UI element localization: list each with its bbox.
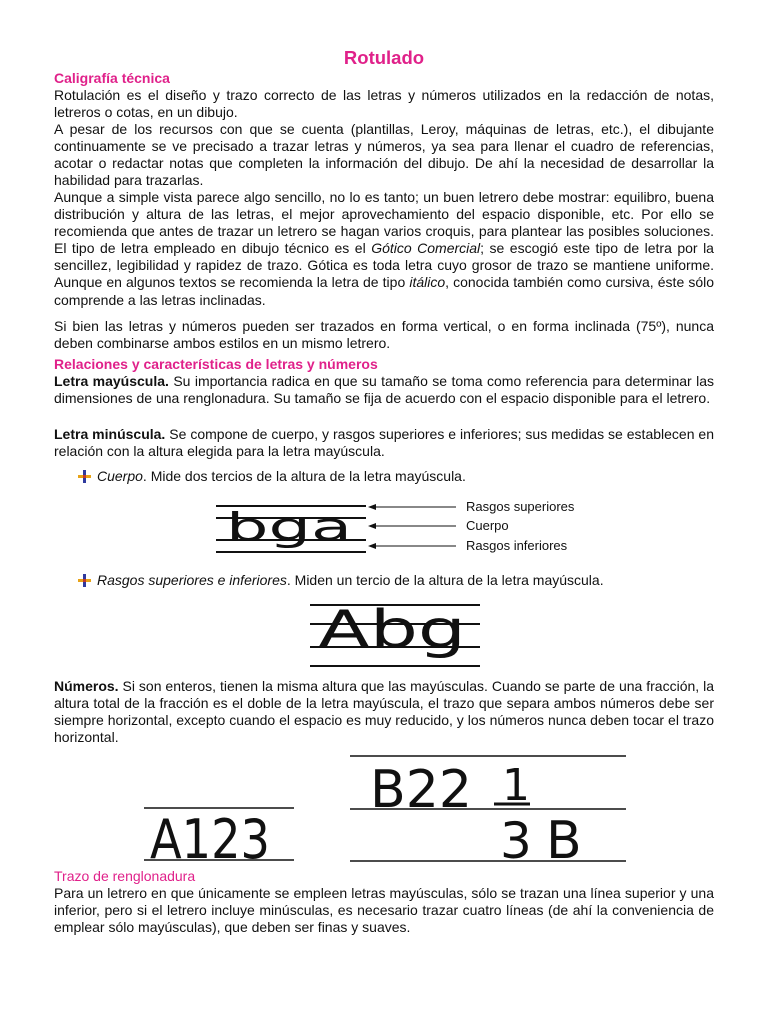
arrow-head-icon [368,523,376,529]
paragraph-gotico: Aunque a simple vista parece algo sencillo, no lo es tanto; un buen letrero debe mostrar: equilibro, buena distribución y altura de las letras, el mejor aprovechamiento del espacio disponible, etc. Por ello se recomienda que antes de trazar un letrero se hagan varios croquis, para plantear las posibles soluciones. El tipo de letra empleado en dibujo técnico es el Gótico Comercial; se escogió este tipo de letra por la sencillez, legibilidad y rapidez de trazo. Gótica es toda letra cuyo grosor de trazo se mantiene uniforme. Aunque en algunos textos se recomienda la letra de tipo itálico, conocida también como cursiva, éste sólo comprende a las letras inclinadas. [54,189,714,308]
handwritten-bga: bga [226,505,352,549]
paragraph-letra-mayuscula: Letra mayúscula. Su importancia radica en que su tamaño se toma como referencia para determinar las dimensiones de una renglonadura. Su tamaño se fija de acuerdo con el espacio disponible para el letrero. [54,373,714,407]
bullet-plus-icon [78,574,91,587]
label-cuerpo: Cuerpo [466,518,509,533]
paragraph-definicion: Rotulación es el diseño y trazo correcto de las letras y números utilizados en la redacción de notas, letreros o cotas, en un dibujo. [54,87,714,121]
handwritten-b22: B22 [370,760,472,820]
bullet-plus-icon [78,470,91,483]
fraction-numerator: 1 [502,760,530,811]
section-heading-relaciones: Relaciones y características de letras y números [54,356,378,372]
fraction-denominator: 3 [500,812,532,870]
label-letra-mayuscula: Letra mayúscula. [54,373,169,389]
figure-bga-renglonadura [216,498,616,560]
paragraph-renglonadura: Para un letrero en que únicamente se empleen letras mayúsculas, sólo se trazan una línea superior y una inferior, pero si el letrero incluye minúsculas, es necesario trazar cuatro líneas (de ahí la conveniencia de emplear sólo mayúsculas), que deben ser finas y suaves. [54,885,714,936]
figure-fraccion [350,752,630,871]
figure-abg-renglonadura [310,600,490,672]
paragraph-numeros: Números. Si son enteros, tienen la misma altura que las mayúsculas. Cuando se parte de una fracción, la altura total de la fracción es el doble de la letra mayúscula, el trazo que separa ambos números debe ser siempre horizontal, excepto cuando el espacio es muy reducido, y los números nunca deben tocar el trazo horizontal. [54,678,714,746]
italic-gotico-comercial: Gótico Comercial [371,240,481,257]
handwritten-abg: Abg [318,600,466,660]
label-rasgos-superiores: Rasgos superiores [466,499,575,514]
paragraph-recursos: A pesar de los recursos con que se cuenta (plantillas, Leroy, máquinas de letras, etc.), el dibujante continuamente se ve precisado a trazar letras y números, ya sea para llenar el cuadro de referencias, acotar o redactar notas que completen la información del dibujo. De ahí la necesidad de desarrollar la habilidad para trazarlas. [54,121,714,189]
figure-a123 [144,798,304,871]
arrow-head-icon [368,504,376,510]
italic-italico: itálico [409,274,446,291]
section-heading-caligrafia: Caligrafía técnica [54,70,170,86]
handwritten-b: B [546,811,582,871]
handwritten-a123: A123 [150,808,270,871]
section-heading-trazo: Trazo de renglonadura [54,868,196,884]
page-title: Rotulado [343,47,425,68]
arrow-head-icon [368,543,376,549]
bullet-cuerpo: Cuerpo. Mide dos tercios de la altura de la letra mayúscula. [78,468,466,485]
label-numeros: Números. [54,678,119,694]
paragraph-vertical-inclinada: Si bien las letras y números pueden ser trazados en forma vertical, o en forma inclinada (75º), nunca deben combinarse ambos estilos en un mismo letrero. [54,318,714,352]
bullet-rasgos: Rasgos superiores e inferiores. Miden un tercio de la altura de la letra mayúscula. [78,572,604,589]
label-letra-minuscula: Letra minúscula. [54,426,166,442]
paragraph-letra-minuscula: Letra minúscula. Se compone de cuerpo, y rasgos superiores e inferiores; sus medidas se establecen en relación con la altura elegida para la letra mayúscula. [54,426,715,460]
label-rasgos-inferiores: Rasgos inferiores [466,538,568,553]
